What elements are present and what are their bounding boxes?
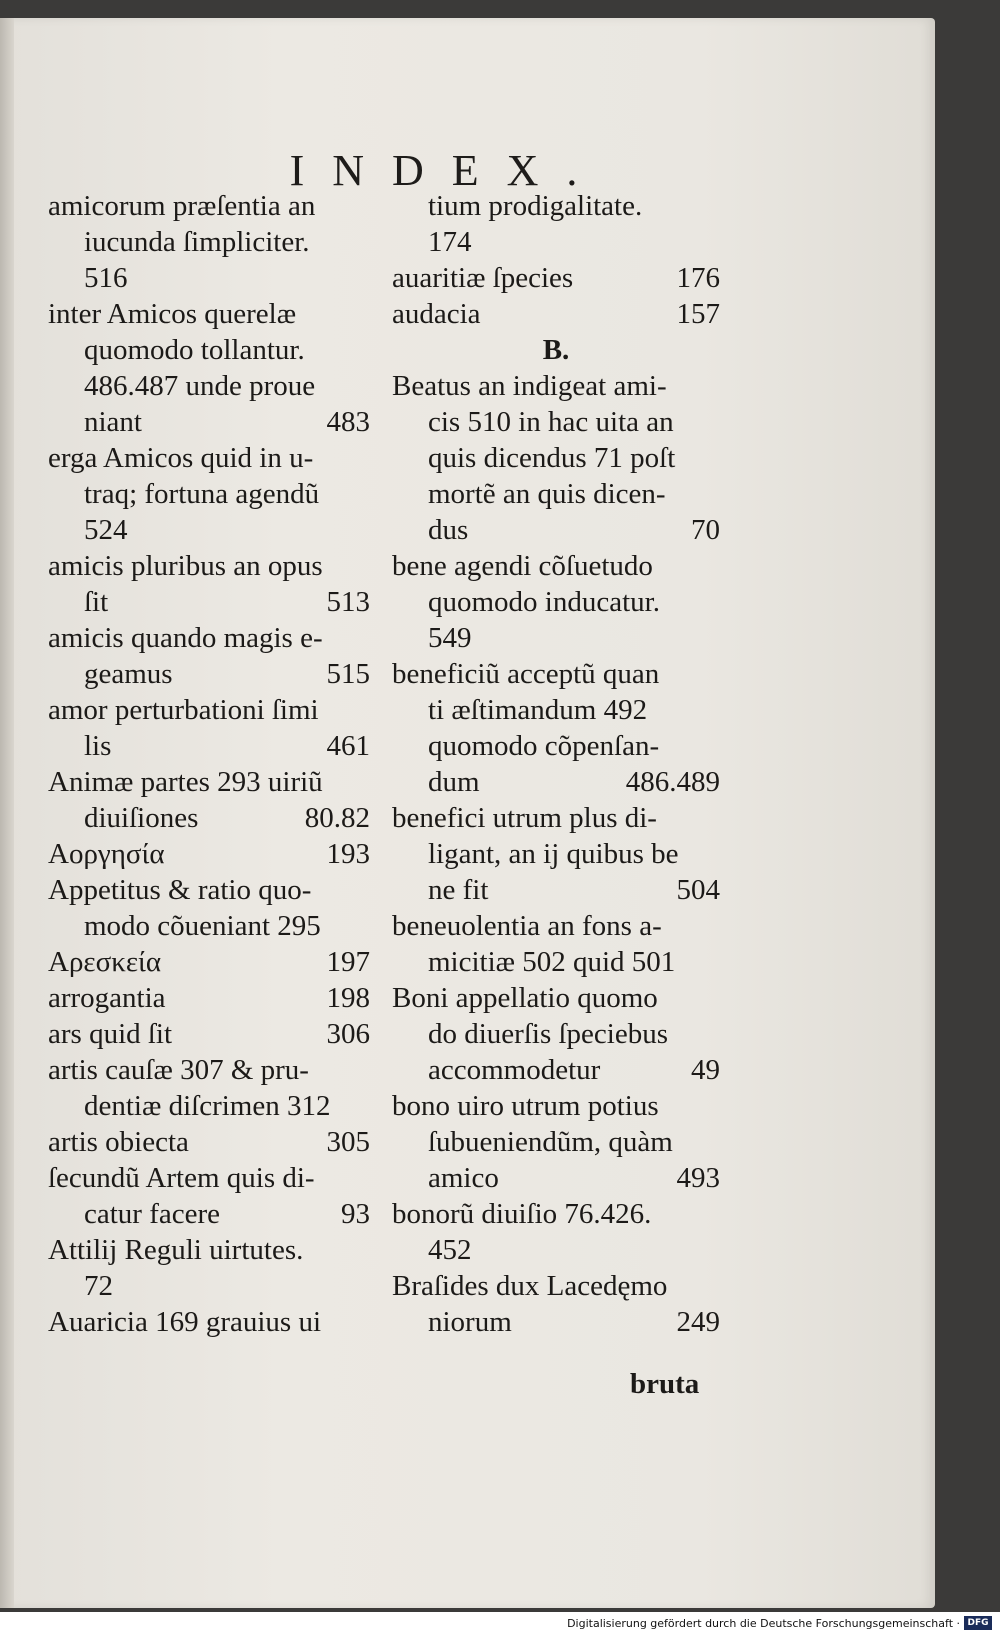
entry-line	[48, 440, 370, 476]
entry-line	[392, 548, 720, 584]
entry-text: 174	[428, 226, 472, 258]
entry-text: mortẽ an quis dicen-	[428, 478, 666, 510]
page-reference: 483	[326, 406, 370, 438]
index-entry	[48, 692, 370, 764]
entry-text: artis obiecta	[48, 1126, 189, 1158]
entry-line	[392, 1088, 720, 1124]
entry-line	[392, 728, 720, 764]
index-header: INDEX.	[289, 146, 606, 195]
entry-line	[48, 1196, 370, 1232]
entry-text: Auaricia 169 grauius ui	[48, 1306, 322, 1338]
entry-line	[392, 1052, 720, 1088]
entry-line	[48, 692, 370, 728]
entry-line	[392, 1196, 720, 1232]
entry-line	[392, 476, 720, 512]
entry-text: 549	[428, 622, 472, 654]
page-reference: 70	[691, 514, 720, 546]
entry-line	[392, 764, 720, 800]
entry-text: Braſides dux Lacedęmo	[392, 1270, 668, 1302]
entry-text: iucunda ſimpliciter.	[84, 226, 310, 258]
entry-line	[392, 1016, 720, 1052]
letter-heading: B.	[542, 334, 570, 366]
entry-text: 72	[84, 1270, 113, 1302]
entry-text: Animæ partes 293 uiriũ	[48, 766, 323, 798]
entry-text: bonorũ diuiſio 76.426.	[392, 1198, 652, 1230]
entry-text: geamus	[84, 658, 173, 690]
page-reference: 249	[676, 1306, 720, 1338]
entry-line	[392, 188, 720, 224]
entry-text: beneuolentia an fons a-	[392, 910, 662, 942]
entry-line	[48, 512, 370, 548]
entry-line	[48, 1052, 370, 1088]
page-reference: 93	[341, 1198, 370, 1230]
entry-line	[392, 980, 720, 1016]
index-column-left	[48, 188, 370, 1340]
entry-line	[48, 656, 370, 692]
entry-line	[392, 1304, 720, 1340]
entry-line	[392, 224, 720, 260]
catchword: bruta	[630, 1368, 700, 1400]
digitization-credit: Digitalisierung gefördert durch die Deutsche Forschungsgemeinschaft ·	[567, 1617, 960, 1630]
entry-text: 524	[84, 514, 128, 546]
page-gutter	[0, 18, 14, 1608]
index-entry	[48, 1124, 370, 1160]
entry-text: quis dicendus 71 poſt	[428, 442, 676, 474]
entry-text: beneficiũ acceptũ quan	[392, 658, 660, 690]
index-entry	[392, 908, 720, 980]
entry-line	[392, 260, 720, 296]
entry-text: micitiæ 502 quid 501	[428, 946, 676, 978]
index-entry	[48, 1052, 370, 1124]
index-entry	[48, 440, 370, 548]
index-entry	[392, 1268, 720, 1340]
entry-line	[48, 548, 370, 584]
entry-line	[392, 656, 720, 692]
entry-text: amicis quando magis e-	[48, 622, 323, 654]
index-entry	[392, 260, 720, 296]
entry-line	[48, 908, 370, 944]
entry-line	[48, 584, 370, 620]
entry-line	[48, 188, 370, 224]
index-entry	[48, 188, 370, 296]
entry-text: amor perturbationi ſimi	[48, 694, 319, 726]
entry-line	[392, 512, 720, 548]
entry-line	[48, 1088, 370, 1124]
entry-line	[392, 584, 720, 620]
page-reference: 49	[691, 1054, 720, 1086]
entry-text: ligant, an ij quibus be	[428, 838, 679, 870]
page-reference: 305	[326, 1126, 370, 1158]
entry-text: Αρεσκεία	[48, 946, 162, 978]
entry-line	[392, 800, 720, 836]
entry-line	[392, 1232, 720, 1268]
entry-text: Attilij Reguli uirtutes.	[48, 1234, 304, 1266]
entry-text: dum	[428, 766, 480, 798]
entry-line	[48, 764, 370, 800]
entry-line	[48, 296, 370, 332]
entry-text: amico	[428, 1162, 499, 1194]
entry-line	[392, 692, 720, 728]
page-reference: 198	[326, 982, 370, 1014]
entry-line	[392, 296, 720, 332]
entry-text: quomodo inducatur.	[428, 586, 660, 618]
entry-text: cis 510 in hac uita an	[428, 406, 674, 438]
entry-text: Appetitus & ratio quo-	[48, 874, 312, 906]
entry-line	[48, 260, 370, 296]
index-entry	[392, 800, 720, 908]
index-entry	[48, 764, 370, 836]
entry-line	[48, 980, 370, 1016]
entry-text: amicis pluribus an opus	[48, 550, 323, 582]
index-entry	[48, 1016, 370, 1052]
entry-text: ſubueniendũm, quàm	[428, 1126, 673, 1158]
entry-line	[48, 404, 370, 440]
index-entry	[48, 836, 370, 872]
page-reference: 176	[676, 262, 720, 294]
entry-text: do diuerſis ſpeciebus	[428, 1018, 669, 1050]
page-reference: 193	[326, 838, 370, 870]
entry-line	[48, 1124, 370, 1160]
entry-text: dus	[428, 514, 469, 546]
index-entry	[48, 872, 370, 944]
entry-text: ne fit	[428, 874, 489, 906]
entry-text: audacia	[392, 298, 481, 330]
page-reference: 515	[326, 658, 370, 690]
index-entry	[392, 296, 720, 332]
index-entry	[48, 944, 370, 980]
entry-line	[392, 1124, 720, 1160]
entry-line	[392, 908, 720, 944]
index-entry	[48, 1304, 370, 1340]
entry-text: tium prodigalitate.	[428, 190, 643, 222]
entry-text: 452	[428, 1234, 472, 1266]
page-reference: 157	[676, 298, 720, 330]
page-reference: 306	[326, 1018, 370, 1050]
entry-text: ſit	[84, 586, 109, 618]
index-entry	[392, 980, 720, 1088]
entry-line	[48, 368, 370, 404]
entry-line	[48, 872, 370, 908]
page-reference: 80.82	[304, 802, 370, 834]
entry-text: arrogantia	[48, 982, 166, 1014]
entry-line	[392, 404, 720, 440]
entry-line	[392, 872, 720, 908]
index-entry	[48, 980, 370, 1016]
entry-line	[48, 1268, 370, 1304]
entry-text: artis cauſæ 307 & pru-	[48, 1054, 309, 1086]
entry-line	[392, 440, 720, 476]
entry-text: 516	[84, 262, 128, 294]
entry-text: ars quid ſit	[48, 1018, 173, 1050]
index-entry	[48, 296, 370, 440]
entry-text: lis	[84, 730, 112, 762]
entry-line	[392, 368, 720, 404]
index-entry	[392, 548, 720, 656]
entry-line	[392, 1268, 720, 1304]
entry-line	[48, 476, 370, 512]
entry-text: bono uiro utrum potius	[392, 1090, 659, 1122]
index-entry	[392, 1088, 720, 1196]
entry-line	[392, 620, 720, 656]
entry-line	[48, 800, 370, 836]
entry-text: niorum	[428, 1306, 512, 1338]
entry-text: catur facere	[84, 1198, 221, 1230]
page-reference: 461	[326, 730, 370, 762]
entry-line	[48, 1016, 370, 1052]
entry-text: Beatus an indigeat ami-	[392, 370, 667, 402]
dfg-logo: DFG	[964, 1616, 992, 1630]
entry-text: auaritiæ ſpecies	[392, 262, 574, 294]
entry-line	[48, 728, 370, 764]
entry-text: Αοργησία	[48, 838, 165, 870]
entry-text: dentiæ diſcrimen 312	[84, 1090, 331, 1122]
entry-text: traq; fortuna agendũ	[84, 478, 320, 510]
entry-line	[48, 332, 370, 368]
entry-text: quomodo cõpenſan-	[428, 730, 660, 762]
entry-text: benefici utrum plus di-	[392, 802, 657, 834]
entry-line	[392, 1160, 720, 1196]
entry-text: Boni appellatio quomo	[392, 982, 658, 1014]
entry-line	[48, 224, 370, 260]
index-entry	[48, 1160, 370, 1232]
entry-text: diuiſiones	[84, 802, 199, 834]
entry-text: modo cõueniant 295	[84, 910, 321, 942]
entry-line	[48, 620, 370, 656]
entry-text: inter Amicos querelæ	[48, 298, 297, 330]
entry-text: niant	[84, 406, 142, 438]
entry-line	[48, 836, 370, 872]
entry-line	[392, 944, 720, 980]
entry-text: 486.487 unde proue	[84, 370, 316, 402]
index-entry	[48, 1232, 370, 1304]
index-entry	[48, 548, 370, 620]
index-entry	[392, 188, 720, 260]
index-column-right	[392, 188, 720, 1340]
entry-text: bene agendi cõſuetudo	[392, 550, 653, 582]
page-reference: 197	[326, 946, 370, 978]
index-entry	[392, 368, 720, 548]
index-entry	[48, 620, 370, 692]
page-reference: 513	[326, 586, 370, 618]
page-reference: 504	[676, 874, 720, 906]
entry-line	[48, 1160, 370, 1196]
index-entry	[392, 1196, 720, 1268]
entry-line	[48, 1304, 370, 1340]
index-entry	[392, 656, 720, 800]
entry-text: erga Amicos quid in u-	[48, 442, 314, 474]
entry-text: accommodetur	[428, 1054, 601, 1086]
entry-text: quomodo tollantur.	[84, 334, 305, 366]
entry-line	[392, 836, 720, 872]
entry-text: ſecundũ Artem quis di-	[48, 1162, 315, 1194]
entry-text: ti æſtimandum 492	[428, 694, 648, 726]
entry-text: amicorum præſentia an	[48, 190, 316, 222]
page-reference: 486.489	[625, 766, 720, 798]
page-reference: 493	[676, 1162, 720, 1194]
entry-line	[48, 1232, 370, 1268]
entry-line	[48, 944, 370, 980]
